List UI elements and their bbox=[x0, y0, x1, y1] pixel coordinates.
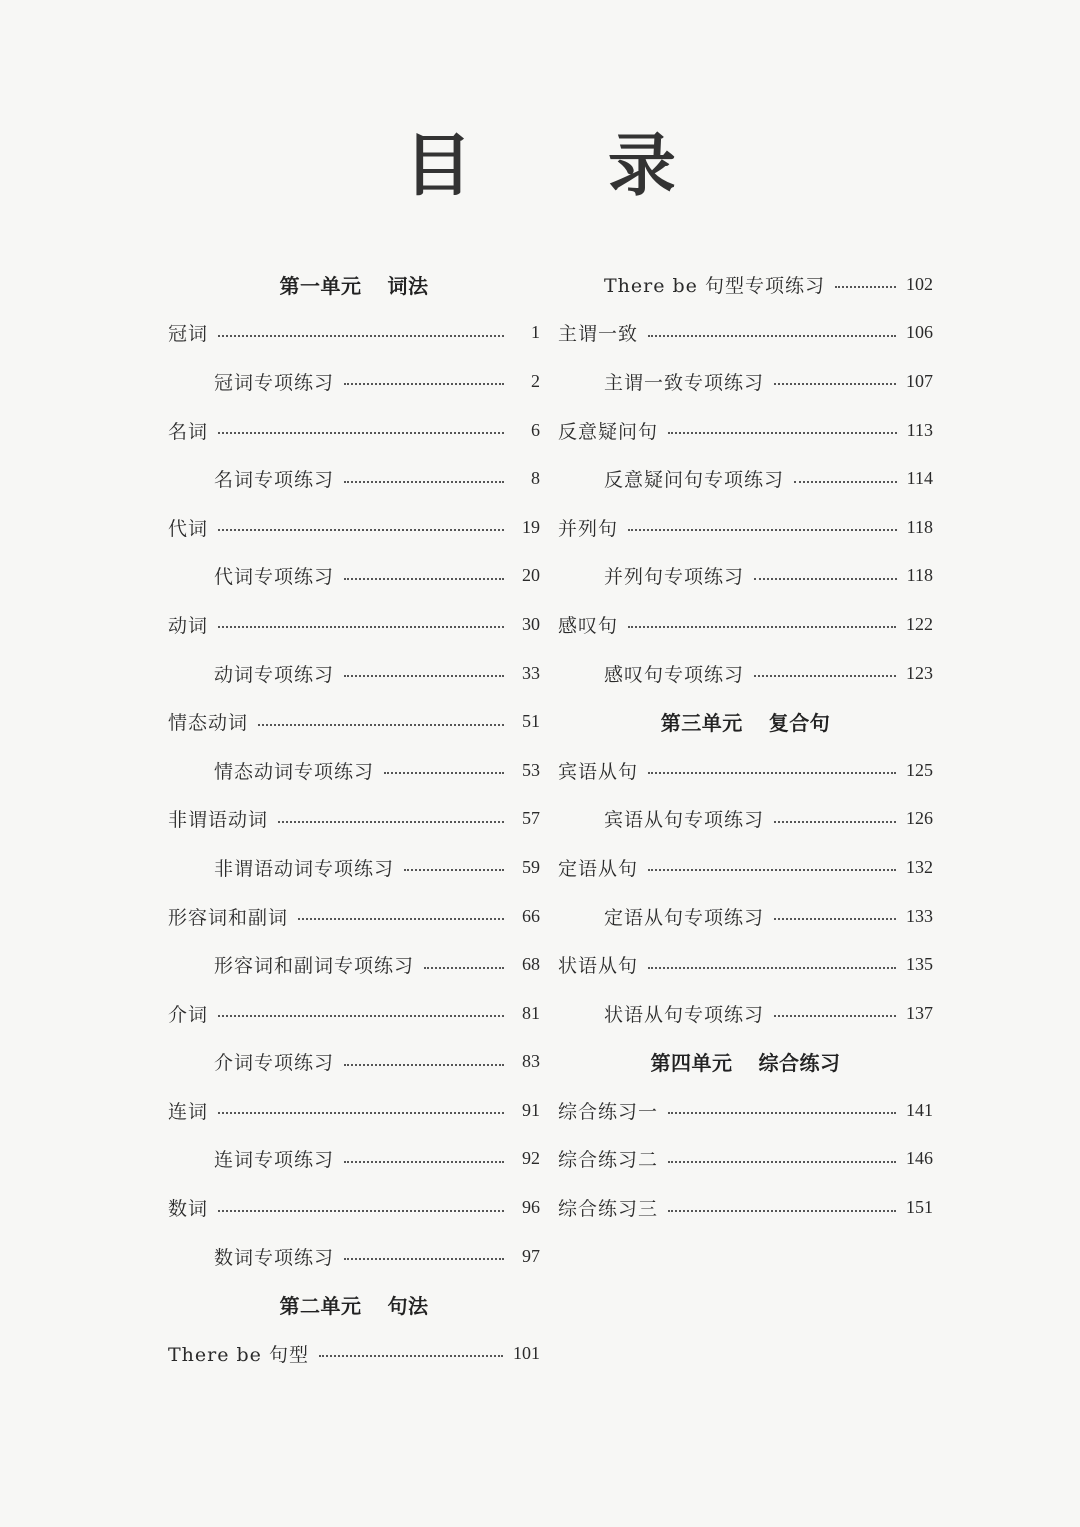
unit-heading bbox=[558, 1038, 933, 1087]
entry-label: 动词专项练习 bbox=[214, 663, 335, 686]
toc-entry[interactable] bbox=[558, 1183, 933, 1232]
toc-entry[interactable] bbox=[558, 309, 933, 358]
dot-leader bbox=[344, 1258, 504, 1260]
page-number: 92 bbox=[522, 1148, 540, 1169]
dot-leader bbox=[628, 626, 896, 628]
entry-label: 冠词专项练习 bbox=[214, 371, 335, 394]
dot-leader bbox=[628, 529, 897, 531]
toc-subentry[interactable] bbox=[168, 649, 540, 698]
dot-leader bbox=[258, 724, 504, 726]
entry-label: 定语从句专项练习 bbox=[604, 906, 765, 929]
toc-entry[interactable] bbox=[558, 1086, 933, 1135]
page-number: 1 bbox=[531, 322, 540, 343]
entry-label: 情态动词 bbox=[168, 712, 249, 735]
dot-leader bbox=[298, 918, 504, 920]
toc-subentry[interactable] bbox=[558, 552, 933, 601]
dot-leader bbox=[754, 675, 896, 677]
toc-entry[interactable] bbox=[168, 989, 540, 1038]
page-number: 132 bbox=[906, 856, 933, 877]
dot-leader bbox=[218, 529, 504, 531]
toc-entry[interactable] bbox=[558, 406, 933, 455]
toc-subentry[interactable] bbox=[168, 552, 540, 601]
dot-leader bbox=[344, 578, 504, 580]
entry-label: 数词专项练习 bbox=[214, 1246, 335, 1269]
entry-label: 动词 bbox=[168, 614, 209, 637]
toc-entry[interactable] bbox=[168, 309, 540, 358]
page-number: 118 bbox=[906, 565, 933, 586]
entry-label: 感叹句专项练习 bbox=[604, 663, 745, 686]
entry-label: 综合练习三 bbox=[558, 1198, 659, 1221]
entry-label: There be 句型专项练习 bbox=[604, 274, 825, 297]
toc-subentry[interactable] bbox=[168, 454, 540, 503]
dot-leader bbox=[668, 1210, 896, 1212]
entry-label: 非谓语动词专项练习 bbox=[214, 857, 395, 880]
entry-label: 反意疑问句 bbox=[558, 420, 659, 443]
entry-label: 名词专项练习 bbox=[214, 469, 335, 492]
toc-entry[interactable] bbox=[168, 503, 540, 552]
dot-leader bbox=[774, 383, 896, 385]
dot-leader bbox=[648, 772, 896, 774]
entry-label: 并列句专项练习 bbox=[604, 566, 745, 589]
dot-leader bbox=[344, 481, 504, 483]
entry-label: 定语从句 bbox=[558, 857, 639, 880]
page-number: 141 bbox=[906, 1099, 933, 1120]
page-number: 20 bbox=[522, 565, 540, 586]
unit-heading bbox=[168, 1280, 540, 1329]
page-number: 51 bbox=[522, 711, 540, 732]
unit-heading bbox=[168, 260, 540, 309]
dot-leader bbox=[774, 1015, 896, 1017]
page-number: 19 bbox=[522, 516, 540, 537]
dot-leader bbox=[218, 1210, 504, 1212]
page-number: 91 bbox=[522, 1099, 540, 1120]
toc-entry[interactable] bbox=[168, 1086, 540, 1135]
page-number: 83 bbox=[522, 1051, 540, 1072]
toc-subentry[interactable] bbox=[168, 357, 540, 406]
toc-subentry[interactable] bbox=[168, 1038, 540, 1087]
toc-right-column bbox=[558, 260, 933, 1232]
page-number: 102 bbox=[906, 273, 933, 294]
entry-label: 宾语从句专项练习 bbox=[604, 809, 765, 832]
page-number: 114 bbox=[906, 468, 933, 489]
toc-entry[interactable] bbox=[558, 843, 933, 892]
toc-subentry[interactable] bbox=[558, 892, 933, 941]
dot-leader bbox=[344, 1161, 504, 1163]
page-number: 146 bbox=[906, 1148, 933, 1169]
entry-label: 形容词和副词 bbox=[168, 906, 289, 929]
entry-label: 宾语从句 bbox=[558, 760, 639, 783]
toc-entry[interactable] bbox=[558, 1135, 933, 1184]
dot-leader bbox=[648, 335, 896, 337]
dot-leader bbox=[218, 335, 504, 337]
entry-label: 冠词 bbox=[168, 323, 209, 346]
toc-subentry[interactable] bbox=[558, 260, 933, 309]
unit-name: 复合句 bbox=[768, 711, 831, 736]
page-number: 6 bbox=[531, 419, 540, 440]
unit-name: 综合练习 bbox=[758, 1051, 841, 1076]
page-number: 96 bbox=[522, 1197, 540, 1218]
unit-number: 第四单元 bbox=[650, 1051, 733, 1076]
dot-leader bbox=[648, 869, 896, 871]
page-number: 53 bbox=[522, 759, 540, 780]
entry-label: 状语从句专项练习 bbox=[604, 1003, 765, 1026]
page-number: 30 bbox=[522, 613, 540, 634]
toc-subentry[interactable] bbox=[168, 1232, 540, 1281]
dot-leader bbox=[344, 675, 504, 677]
page-number: 135 bbox=[906, 954, 933, 975]
toc-entry[interactable] bbox=[168, 600, 540, 649]
page-number: 113 bbox=[906, 419, 933, 440]
dot-leader bbox=[218, 1015, 504, 1017]
unit-heading bbox=[558, 697, 933, 746]
entry-label: 代词专项练习 bbox=[214, 566, 335, 589]
dot-leader bbox=[319, 1355, 503, 1357]
entry-label: 反意疑问句专项练习 bbox=[604, 469, 785, 492]
page-number: 97 bbox=[522, 1245, 540, 1266]
dot-leader bbox=[424, 967, 504, 969]
unit-name: 词法 bbox=[387, 273, 429, 298]
entry-label: 数词 bbox=[168, 1198, 209, 1221]
toc-entry[interactable] bbox=[168, 1183, 540, 1232]
toc-subentry[interactable] bbox=[168, 1135, 540, 1184]
page-number: 125 bbox=[906, 759, 933, 780]
entry-label: 连词 bbox=[168, 1100, 209, 1123]
page-number: 81 bbox=[522, 1002, 540, 1023]
dot-leader bbox=[668, 1112, 896, 1114]
entry-label: 名词 bbox=[168, 420, 209, 443]
unit-number: 第三单元 bbox=[660, 711, 743, 736]
dot-leader bbox=[774, 821, 896, 823]
dot-leader bbox=[218, 432, 504, 434]
page-number: 33 bbox=[522, 662, 540, 683]
dot-leader bbox=[754, 578, 897, 580]
dot-leader bbox=[404, 869, 504, 871]
entry-label: 综合练习二 bbox=[558, 1149, 659, 1172]
page-number: 8 bbox=[531, 468, 540, 489]
toc-subentry[interactable] bbox=[558, 357, 933, 406]
toc-left-column bbox=[168, 260, 540, 1378]
dot-leader bbox=[668, 1161, 896, 1163]
dot-leader bbox=[794, 481, 897, 483]
page-number: 59 bbox=[522, 856, 540, 877]
dot-leader bbox=[218, 626, 504, 628]
page-number: 123 bbox=[906, 662, 933, 683]
toc-subentry[interactable] bbox=[558, 454, 933, 503]
toc-entry[interactable] bbox=[168, 697, 540, 746]
entry-label: 连词专项练习 bbox=[214, 1149, 335, 1172]
entry-label: 主谓一致 bbox=[558, 323, 639, 346]
toc-entry[interactable] bbox=[558, 940, 933, 989]
page-title: 目 录 bbox=[404, 127, 732, 206]
entry-label: 感叹句 bbox=[558, 614, 619, 637]
entry-label: 状语从句 bbox=[558, 955, 639, 978]
entry-label: 介词专项练习 bbox=[214, 1052, 335, 1075]
toc-entry[interactable] bbox=[168, 795, 540, 844]
toc-subentry[interactable] bbox=[168, 940, 540, 989]
page-number: 68 bbox=[522, 954, 540, 975]
entry-label: 情态动词专项练习 bbox=[214, 760, 375, 783]
entry-label: 代词 bbox=[168, 517, 209, 540]
dot-leader bbox=[648, 967, 896, 969]
entry-label: There be 句型 bbox=[168, 1343, 309, 1366]
toc-entry[interactable] bbox=[558, 746, 933, 795]
entry-label: 介词 bbox=[168, 1003, 209, 1026]
toc-subentry[interactable] bbox=[168, 843, 540, 892]
page-number: 57 bbox=[522, 808, 540, 829]
dot-leader bbox=[278, 821, 504, 823]
toc-subentry[interactable] bbox=[168, 746, 540, 795]
dot-leader bbox=[384, 772, 504, 774]
toc-entry[interactable] bbox=[168, 892, 540, 941]
page-number: 151 bbox=[906, 1197, 933, 1218]
unit-number: 第一单元 bbox=[279, 273, 362, 298]
toc-entry[interactable] bbox=[168, 1329, 540, 1378]
toc-entry[interactable] bbox=[168, 406, 540, 455]
toc-subentry[interactable] bbox=[558, 989, 933, 1038]
entry-label: 形容词和副词专项练习 bbox=[214, 955, 415, 978]
toc-entry[interactable] bbox=[558, 600, 933, 649]
page-number: 106 bbox=[906, 322, 933, 343]
page-number: 126 bbox=[906, 808, 933, 829]
page-number: 133 bbox=[906, 905, 933, 926]
page-number: 118 bbox=[906, 516, 933, 537]
dot-leader bbox=[344, 1064, 504, 1066]
dot-leader bbox=[835, 286, 896, 288]
page-number: 101 bbox=[513, 1342, 540, 1363]
entry-label: 主谓一致专项练习 bbox=[604, 371, 765, 394]
page-number: 107 bbox=[906, 370, 933, 391]
dot-leader bbox=[774, 918, 896, 920]
entry-label: 非谓语动词 bbox=[168, 809, 269, 832]
unit-number: 第二单元 bbox=[279, 1294, 362, 1319]
unit-name: 句法 bbox=[387, 1294, 429, 1319]
dot-leader bbox=[668, 432, 897, 434]
dot-leader bbox=[218, 1112, 504, 1114]
entry-label: 综合练习一 bbox=[558, 1100, 659, 1123]
toc-subentry[interactable] bbox=[558, 649, 933, 698]
dot-leader bbox=[344, 383, 504, 385]
page-number: 137 bbox=[906, 1002, 933, 1023]
toc-subentry[interactable] bbox=[558, 795, 933, 844]
entry-label: 并列句 bbox=[558, 517, 619, 540]
toc-entry[interactable] bbox=[558, 503, 933, 552]
page-number: 122 bbox=[906, 613, 933, 634]
page-number: 2 bbox=[531, 370, 540, 391]
page-number: 66 bbox=[522, 905, 540, 926]
